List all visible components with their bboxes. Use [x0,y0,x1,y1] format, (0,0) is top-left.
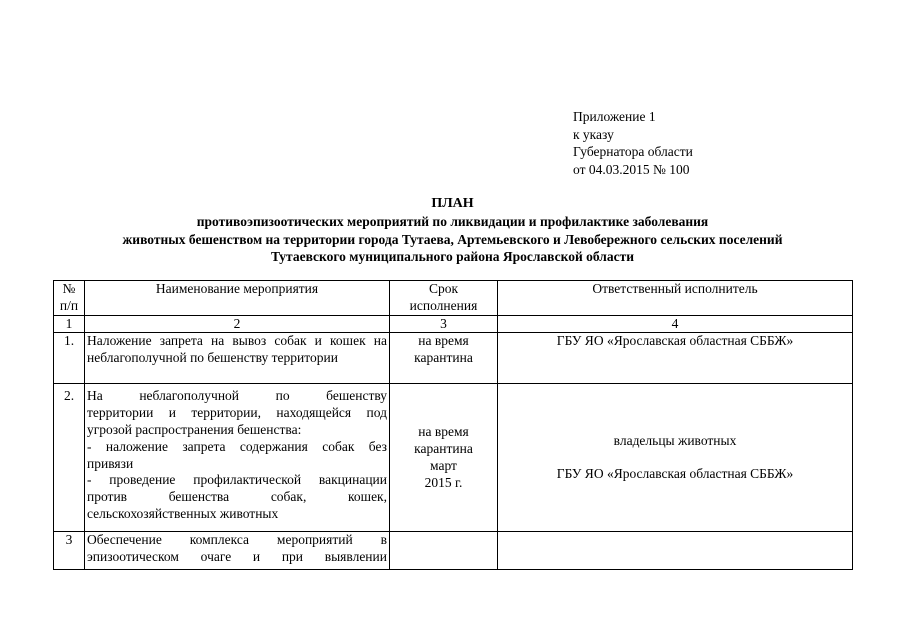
header-term: Срок исполнения [390,281,498,316]
plan-subtitle-line: животных бешенством на территории города Тутаева, Артемьевского и Левобережного сельских поселений [122,232,783,247]
table-row [54,532,853,570]
header-num: № п/п [54,281,85,316]
row-name: Наложение запрета на вывоз собак и кошек на неблагополучной по бешенству территории [85,333,390,384]
row-responsible: владельцы животных ГБУ ЯО «Ярославская областная СББЖ» [498,384,853,532]
row-responsible [498,532,853,570]
plan-table [53,280,853,570]
row-num: 3 [54,532,85,570]
row-num: 1. [54,333,85,384]
table-header-row [54,281,853,316]
row-term: на время карантина март 2015 г. [390,384,498,532]
row-num: 2. [54,384,85,532]
table-row [54,384,853,532]
appendix-line: от 04.03.2015 № 100 [573,161,690,177]
column-number-row [54,315,853,333]
plan-title: ПЛАН [431,196,474,211]
column-number: 1 [54,315,85,333]
row-term: на время карантина [390,333,498,384]
column-number: 3 [390,315,498,333]
column-number: 2 [85,315,390,333]
plan-subtitle-line: Тутаевского муниципального района Ярославской области [270,249,635,264]
row-responsible: ГБУ ЯО «Ярославская областная СББЖ» [498,333,853,384]
appendix-line: к указу [573,126,614,142]
column-number: 4 [498,315,853,333]
appendix-line: Губернатора области [573,144,693,159]
appendix-line: Приложение 1 [573,109,656,124]
row-term [390,532,498,570]
row-name: На неблагополучной по бешенству территории и территории, находящейся под угрозой распространения бешенства: - наложение запрета содержания собак без привязи - проведение профилактической вакцинации против бешенства собак, кошек, сельскохозяйственных животных [85,384,390,532]
appendix-block [573,108,693,178]
header-name: Наименование мероприятия [85,281,390,316]
header-responsible: Ответственный исполнитель [498,281,853,316]
table-row [54,333,853,384]
plan-subtitle-line: противоэпизоотических мероприятий по ликвидации и профилактике заболевания [196,214,709,229]
row-name: Обеспечение комплекса мероприятий в эпизоотическом очаге и при выявлении [85,532,390,570]
